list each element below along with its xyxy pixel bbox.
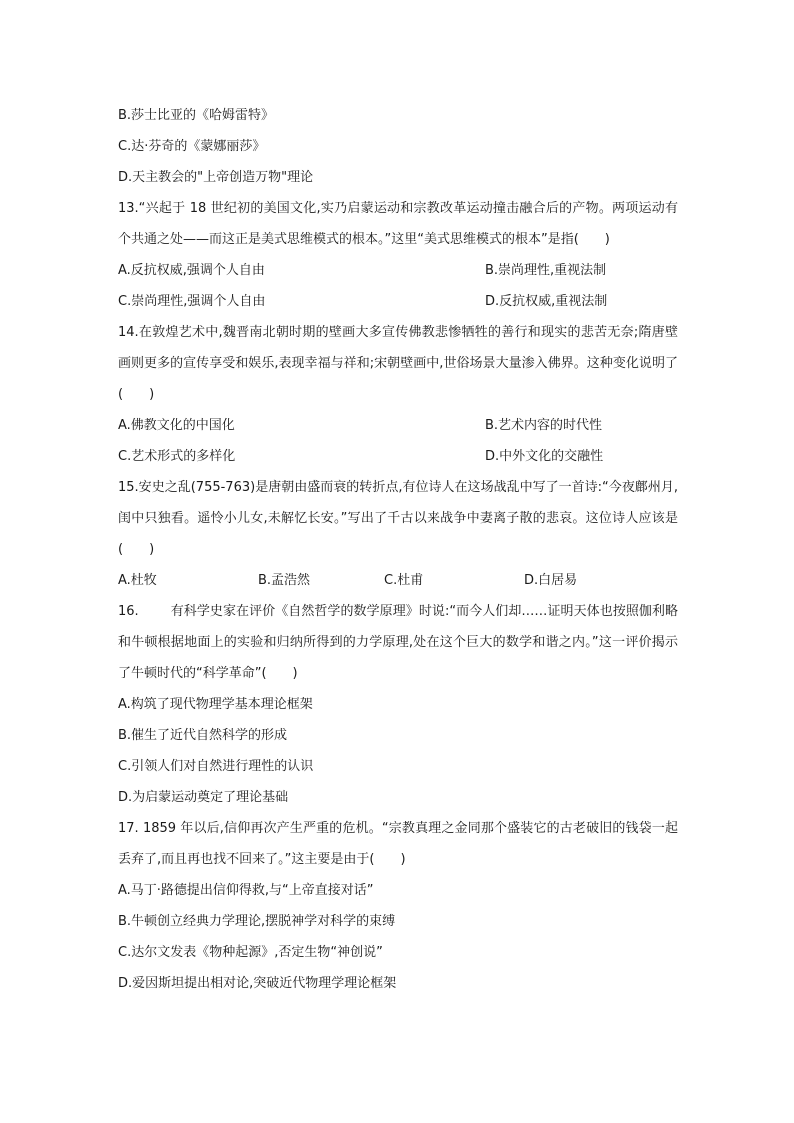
q13-option-b: B.崇尚理性,重视法制: [485, 263, 607, 278]
q17-option-d: D.爱因斯坦提出相对论,突破近代物理学理论框架: [118, 976, 397, 991]
q14-option-c: C.艺术形式的多样化: [118, 449, 236, 464]
prev-option-b: B.莎士比亚的《哈姆雷特》: [118, 108, 275, 123]
q16-option-b: B.催生了近代自然科学的形成: [118, 728, 288, 743]
q15-option-b: B.孟浩然: [258, 573, 311, 588]
q14-option-d: D.中外文化的交融性: [485, 449, 604, 464]
q17-option-b: B.牛顿创立经典力学理论,摆脱神学对科学的束缚: [118, 914, 396, 929]
q16-stem: 有科学史家在评价《自然哲学的数学原理》时说:“而今人们却……证明天体也按照伽利略和牛顿根据地面上的实验和归纳所得到的力学原理,处在这个巨大的数学和谐之内。”这一评价揭示了牛顿时代的“科学革命”( ): [118, 604, 678, 681]
q16-stem-block: [118, 596, 678, 689]
q13-option-d: D.反抗权威,重视法制: [485, 294, 608, 309]
question-16: [118, 596, 678, 813]
q14-options-row1: [118, 410, 678, 441]
q16-option-a: A.构筑了现代物理学基本理论框架: [118, 697, 313, 712]
question-13: [118, 193, 678, 317]
q14-options-row2: [118, 441, 678, 472]
question-14: [118, 317, 678, 472]
q16-number: 16.: [118, 604, 139, 619]
q15-option-c: C.杜甫: [384, 573, 424, 588]
q16-option-d: D.为启蒙运动奠定了理论基础: [118, 790, 289, 805]
q16-option-c: C.引领人们对自然进行理性的认识: [118, 759, 314, 774]
prev-option-c: C.达·芬奇的《蒙娜丽莎》: [118, 139, 266, 154]
q13-options-row1: [118, 255, 678, 286]
q13-options-row2: [118, 286, 678, 317]
q13-stem: 13.“兴起于 18 世纪初的美国文化,实乃启蒙运动和宗教改革运动撞击融合后的产物。两项运动有个共通之处——而这正是美式思维模式的根本。”这里“美式思维模式的根本”是指( ): [118, 201, 678, 247]
q17-option-c: C.达尔文发表《物种起源》,否定生物“神创说”: [118, 945, 383, 960]
question-15: [118, 472, 678, 596]
question-17: [118, 813, 678, 999]
prev-option-d: D.天主教会的"上帝创造万物"理论: [118, 170, 314, 185]
q14-stem: 14.在敦煌艺术中,魏晋南北朝时期的壁画大多宣传佛教悲惨牺牲的善行和现实的悲苦无奈;隋唐壁画则更多的宣传享受和娱乐,表现幸福与祥和;宋朝壁画中,世俗场景大量渗入佛界。这种变化说明了( ): [118, 325, 678, 402]
q14-option-a: A.佛教文化的中国化: [118, 418, 235, 433]
q13-option-c: C.崇尚理性,强调个人自由: [118, 294, 266, 309]
q15-options-row: [118, 565, 678, 596]
q17-stem: 17. 1859 年以后,信仰再次产生严重的危机。“宗教真理之金同那个盛装它的古老破旧的钱袋一起丢弃了,而且再也找不回来了。”这主要是由于( ): [118, 821, 678, 867]
exam-page: [118, 100, 678, 999]
q15-option-a: A.杜牧: [118, 573, 157, 588]
q17-option-a: A.马丁·路德提出信仰得救,与“上帝直接对话”: [118, 883, 374, 898]
q13-option-a: A.反抗权威,强调个人自由: [118, 263, 265, 278]
q15-stem: 15.安史之乱(755-763)是唐朝由盛而衰的转折点,有位诗人在这场战乱中写了一首诗:“今夜鄜州月,闺中只独看。遥怜小儿女,未解忆长安。”写出了千古以来战争中妻离子散的悲哀。这位诗人应该是( ): [118, 480, 678, 557]
q14-option-b: B.艺术内容的时代性: [485, 418, 603, 433]
q15-option-d: D.白居易: [524, 573, 578, 588]
